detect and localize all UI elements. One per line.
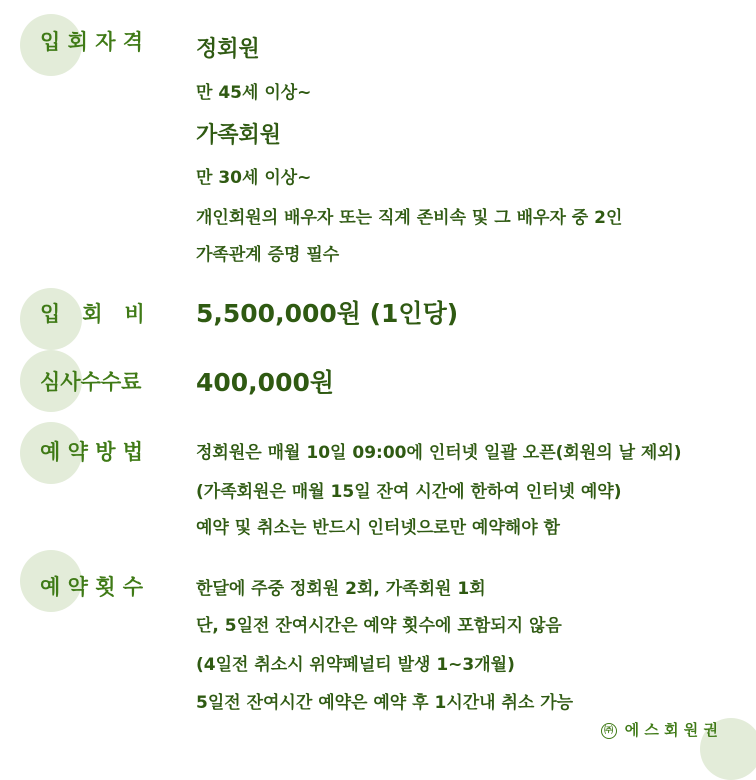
entry-fee-value: 5,500,000원 (1인당) [196, 299, 459, 328]
eligibility-family-proof: 가족관계 증명 필수 [196, 245, 340, 265]
reservation-method-line-1: 정회원은 매월 10일 09:00에 인터넷 일괄 오픈(회원의 날 제외) [196, 443, 682, 463]
section-label-review-fee: 심사수수료 [40, 370, 142, 394]
company-signature [601, 719, 718, 740]
section-label-eligibility: 입 회 자 격 [40, 30, 144, 54]
reservation-method-line-3: 예약 및 취소는 반드시 인터넷으로만 예약해야 함 [196, 518, 560, 538]
reservation-count-line-2: 단, 5일전 잔여시간은 예약 횟수에 포함되지 않음 [196, 616, 562, 636]
corporation-mark-icon: ㈜ [601, 723, 617, 739]
reservation-count-line-3: (4일전 취소시 위약페널티 발생 1~3개월) [196, 655, 515, 675]
review-fee-value: 400,000원 [196, 368, 335, 397]
reservation-count-line-4: 5일전 잔여시간 예약은 예약 후 1시간내 취소 가능 [196, 693, 574, 713]
section-label-reservation-method: 예 약 방 법 [40, 440, 144, 464]
reservation-count-line-1: 한달에 주중 정회원 2회, 가족회원 1회 [196, 579, 486, 599]
company-name: 에 스 회 원 권 [624, 721, 718, 739]
eligibility-regular-title: 정회원 [196, 37, 260, 62]
eligibility-family-age: 만 30세 이상~ [196, 168, 312, 188]
eligibility-family-title: 가족회원 [196, 123, 282, 148]
section-label-reservation-count: 예 약 횟 수 [40, 575, 144, 599]
reservation-method-line-2: (가족회원은 매월 15일 잔여 시간에 한하여 인터넷 예약) [196, 482, 622, 502]
section-label-entry-fee: 입 회 비 [40, 302, 145, 326]
eligibility-regular-age: 만 45세 이상~ [196, 83, 312, 103]
eligibility-family-desc: 개인회원의 배우자 또는 직계 존비속 및 그 배우자 중 2인 [196, 208, 623, 228]
